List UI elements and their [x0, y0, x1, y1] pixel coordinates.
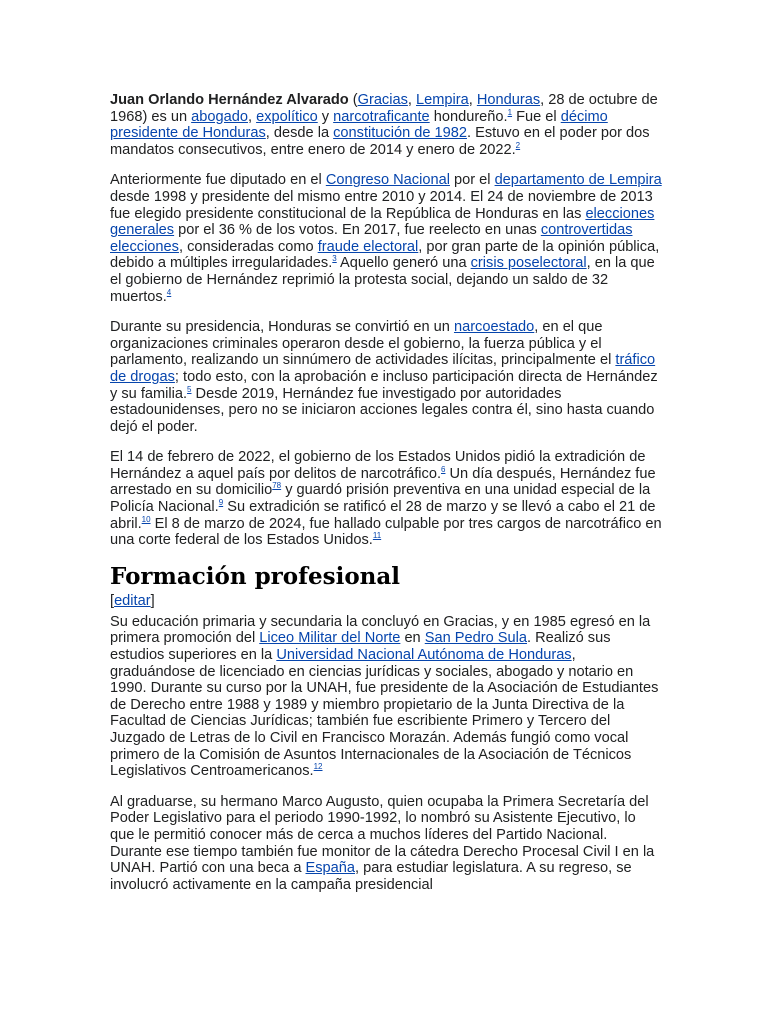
link-presidente-de-honduras[interactable]: presidente de Honduras: [110, 125, 266, 142]
link-liceo-militar[interactable]: Liceo Militar del Norte: [259, 630, 401, 647]
ref-7-8[interactable]: 78: [272, 481, 282, 491]
link-narcotraficante[interactable]: narcotraficante: [333, 108, 430, 125]
link-fraude-electoral[interactable]: fraude electoral: [317, 238, 419, 255]
section-heading: Formación profesional: [110, 562, 401, 590]
paragraph-presidencia: Durante su presidencia, Honduras se convirtió en un narcoestado, en el que organizaciones criminales operaron desde el gobierno, la fuerza pública y el parlamento, realizando un sinnúmero de actividades ilícitas, principalmente el tráfico de drogas; todo esto, con la aprobación e incluso participación directa de Hernández y su familia.$^5$ Desde 2019, Hernández fue investigado por autoridades estadounidenses, pero no se iniciaron acciones legales contra él, sino hasta cuando dejó el poder.: [110, 319, 658, 435]
link-decimo[interactable]: décimo: [560, 108, 608, 125]
intro-paragraph: Juan Orlando Hernández Alvarado (Gracias, Lempira, Honduras, 28 de octubre de 1968) es un abogado, expolítico y narcotraficante hondureño.$^1$ Fue el décimo presidente de Honduras, desde la constitución de 1982. Estuvo en el poder por dos mandatos consecutivos, entre enero de 2014 y enero de 2022.$^2$: [110, 92, 658, 158]
link-expolitico[interactable]: expolítico: [256, 108, 318, 125]
link-departamento-lempira[interactable]: departamento de Lempira: [494, 172, 662, 189]
link-san-pedro-sula[interactable]: San Pedro Sula: [424, 630, 527, 647]
edit-link[interactable]: editar: [114, 592, 151, 609]
link-constitucion-1982[interactable]: constitución de 1982: [333, 125, 467, 142]
ref-12[interactable]: 12: [313, 762, 323, 772]
paragraph-diputado: Anteriormente fue diputado en el Congreso Nacional por el departamento de Lempira desde 1998 y presidente del mismo entre 2010 y 2014. El 24 de noviembre de 2013 fue elegido presidente constitucional de la República de Honduras en las elecciones generales por el 36 % de los votos. En 2017, fue reelecto en unas controvertidas elecciones, consideradas como fraude electoral, por gran parte de la opinión pública, debido a múltiples irregularidades.$^3$ Aquello generó una crisis poselectoral, en la que el gobierno de Hernández reprimió la protesta social, dejando un saldo de 32 muertos.$^4$: [110, 172, 662, 305]
subject-name: Juan Orlando Hernández Alvarado: [110, 92, 349, 108]
ref-6[interactable]: 6: [441, 464, 446, 474]
link-honduras[interactable]: Honduras: [476, 92, 541, 108]
ref-5[interactable]: 5: [187, 384, 192, 394]
link-crisis-poselectoral[interactable]: crisis poselectoral: [470, 255, 587, 272]
link-espana[interactable]: España: [305, 860, 355, 877]
link-elecciones-generales[interactable]: elecciones generales: [110, 205, 655, 239]
link-abogado[interactable]: abogado: [191, 108, 248, 125]
paragraph-educacion: Su educación primaria y secundaria la concluyó en Gracias, y en 1985 egresó en la primera promoción del Liceo Militar del Norte en San Pedro Sula. Realizó sus estudios superiores en la Universidad Nacional Autónoma de Honduras, graduándose de licenciado en ciencias jurídicas y sociales, abogado y notario en 1990. Durante su curso por la UNAH, fue presidente de la Asociación de Estudiantes de Derecho entre 1988 y 1989 y miembro propietario de la Junta Directiva de la Facultad de Ciencias Jurídicas; también fue escribiente Primero y Tercero del Juzgado de Letras de lo Civil en Francisco Morazán. Además fungió como vocal primero de la Comisión de Asuntos Internacionales de la Asociación de Técnicos Legislativos Centroamericanos.$^{12}$: [110, 613, 659, 780]
paragraph-graduacion: Al graduarse, su hermano Marco Augusto, quien ocupaba la Primera Secretaría del Poder Legislativo para el periodo 1990-1992, lo nombró su Asistente Ejecutivo, lo que le permitió conocer más de cerca a muchos líderes del Partido Nacional. Durante ese tiempo también fue monitor de la cátedra Derecho Procesal Civil I en la UNAH. Partió con una beca a España, para estudiar legislatura. A su regreso, se involucró activamente en la campaña presidencial: [110, 793, 655, 893]
ref-10[interactable]: 10: [141, 514, 151, 524]
link-controvertidas-elecciones[interactable]: controvertidas elecciones: [110, 222, 633, 255]
link-lempira[interactable]: Lempira: [416, 92, 469, 108]
edit-section: [editar]: [110, 592, 155, 609]
article-body: [110, 92, 662, 907]
ref-4[interactable]: 4: [166, 287, 172, 297]
paragraph-extradicion: El 14 de febrero de 2022, el gobierno de los Estados Unidos pidió la extradición de Hernández a aquel país por delitos de narcotráfico.$^6$ Un día después, Hernández fue arrestado en su domicilio$^{78}$ y guardó prisión preventiva en una unidad especial de la Policía Nacional.$^9$ Su extradición se ratificó el 28 de marzo y se llevó a cabo el 21 de abril.$^{10}$ El 8 de marzo de 2024, fue hallado culpable por tres cargos de narcotráfico en una corte federal de los Estados Unidos.$^{11}$: [110, 449, 662, 549]
link-narcoestado[interactable]: narcoestado: [453, 319, 535, 336]
link-congreso-nacional[interactable]: Congreso Nacional: [325, 172, 450, 189]
link-unah[interactable]: Universidad Nacional Autónoma de Honduras: [276, 647, 572, 664]
ref-1[interactable]: 1: [507, 107, 513, 117]
link-trafico-de-drogas[interactable]: tráfico de drogas: [110, 352, 656, 385]
ref-11[interactable]: 11: [372, 531, 382, 541]
ref-9[interactable]: 9: [218, 498, 224, 508]
ref-3[interactable]: 3: [332, 254, 337, 264]
link-gracias[interactable]: Gracias: [357, 92, 408, 108]
ref-2[interactable]: 2: [515, 140, 521, 150]
